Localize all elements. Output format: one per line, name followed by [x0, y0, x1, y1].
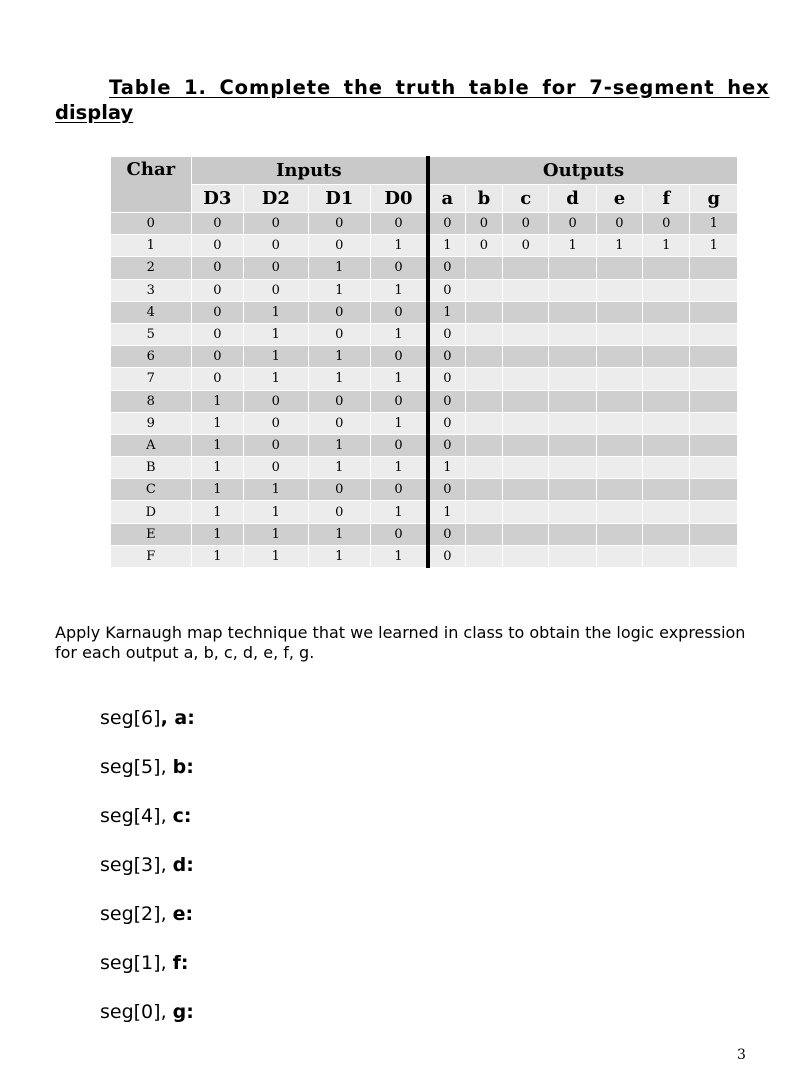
output-cell [465, 545, 502, 567]
output-cell [643, 545, 690, 567]
output-cell [596, 479, 642, 501]
output-cell [596, 501, 642, 523]
title-line-2: display [55, 101, 134, 124]
output-cell: 0 [428, 279, 465, 301]
output-cell [690, 412, 738, 434]
output-cell: 0 [428, 434, 465, 456]
char-cell: 9 [111, 412, 192, 434]
input-cell: 0 [244, 213, 309, 235]
char-cell: 5 [111, 323, 192, 345]
output-cell: 0 [428, 257, 465, 279]
table-row [111, 368, 738, 390]
segment-line [100, 999, 195, 1048]
char-cell: 6 [111, 346, 192, 368]
segment-line [100, 754, 195, 803]
input-cell: 1 [371, 457, 428, 479]
output-cell: 1 [428, 457, 465, 479]
output-cell: 0 [428, 346, 465, 368]
table-row [111, 257, 738, 279]
output-cell [690, 523, 738, 545]
input-cell: 0 [308, 323, 370, 345]
output-cell [643, 368, 690, 390]
output-cell [465, 257, 502, 279]
input-cell: 0 [308, 390, 370, 412]
output-cell [690, 457, 738, 479]
input-cell: 1 [244, 479, 309, 501]
output-cell: 0 [428, 323, 465, 345]
input-cell: 0 [371, 213, 428, 235]
output-cell [549, 501, 596, 523]
output-cell [503, 479, 549, 501]
output-cell [465, 346, 502, 368]
output-cell [690, 279, 738, 301]
output-cell [643, 257, 690, 279]
output-cell [690, 368, 738, 390]
output-cell [503, 301, 549, 323]
output-cell: 1 [549, 235, 596, 257]
column-header-d: d [549, 185, 596, 213]
output-cell [596, 323, 642, 345]
output-cell [596, 390, 642, 412]
input-cell: 1 [308, 457, 370, 479]
output-cell [596, 434, 642, 456]
input-cell: 1 [191, 457, 243, 479]
output-cell [643, 323, 690, 345]
output-cell: 0 [428, 213, 465, 235]
table-row [111, 412, 738, 434]
input-cell: 0 [191, 257, 243, 279]
output-cell [465, 523, 502, 545]
input-cell: 0 [244, 434, 309, 456]
segment-label: g: [172, 1001, 194, 1023]
output-cell [690, 346, 738, 368]
input-cell: 0 [191, 346, 243, 368]
input-cell: 0 [308, 301, 370, 323]
input-cell: 1 [308, 279, 370, 301]
table-row [111, 501, 738, 523]
segment-line [100, 901, 195, 950]
output-cell: 0 [503, 213, 549, 235]
output-cell [465, 279, 502, 301]
input-cell: 1 [308, 434, 370, 456]
input-cell: 1 [191, 545, 243, 567]
output-cell: 0 [503, 235, 549, 257]
output-cell: 1 [643, 235, 690, 257]
input-cell: 1 [371, 368, 428, 390]
input-cell: 0 [371, 301, 428, 323]
table-row [111, 434, 738, 456]
segment-list [100, 705, 195, 1048]
input-cell: 1 [308, 257, 370, 279]
table-row [111, 479, 738, 501]
table-row [111, 390, 738, 412]
input-cell: 0 [191, 213, 243, 235]
table-row [111, 346, 738, 368]
output-cell [643, 412, 690, 434]
output-cell [465, 368, 502, 390]
output-cell [465, 412, 502, 434]
char-cell: 1 [111, 235, 192, 257]
output-cell [690, 301, 738, 323]
output-cell [690, 390, 738, 412]
column-header-b: b [465, 185, 502, 213]
output-cell: 0 [428, 412, 465, 434]
output-cell [596, 545, 642, 567]
output-cell [596, 301, 642, 323]
title-line-1: Table 1. Complete the truth table for 7-segment hex [109, 76, 770, 99]
input-cell: 1 [244, 501, 309, 523]
input-cell: 1 [191, 479, 243, 501]
char-cell: B [111, 457, 192, 479]
output-cell [465, 323, 502, 345]
input-cell: 1 [371, 545, 428, 567]
input-cell: 1 [191, 390, 243, 412]
segment-label: d: [172, 854, 194, 876]
segment-label: c: [172, 805, 192, 827]
output-cell [503, 523, 549, 545]
column-header-d0: D0 [371, 185, 428, 213]
table-row [111, 213, 738, 235]
input-cell: 1 [244, 523, 309, 545]
output-cell [503, 390, 549, 412]
segment-line [100, 950, 195, 999]
char-cell: F [111, 545, 192, 567]
table-row [111, 523, 738, 545]
output-cell [690, 257, 738, 279]
output-cell [643, 501, 690, 523]
char-cell: 3 [111, 279, 192, 301]
table-row [111, 301, 738, 323]
inputs-header: Inputs [191, 157, 428, 185]
output-cell [503, 346, 549, 368]
output-cell [596, 457, 642, 479]
table-row [111, 323, 738, 345]
segment-prefix: seg[1], [100, 952, 173, 974]
output-cell [690, 434, 738, 456]
output-cell [643, 346, 690, 368]
output-cell [596, 346, 642, 368]
input-cell: 1 [308, 346, 370, 368]
column-header-d2: D2 [244, 185, 309, 213]
input-cell: 0 [191, 235, 243, 257]
input-cell: 1 [371, 235, 428, 257]
char-cell: 8 [111, 390, 192, 412]
segment-label: , a: [160, 707, 195, 729]
output-cell [596, 257, 642, 279]
output-cell [690, 501, 738, 523]
input-cell: 1 [191, 501, 243, 523]
output-cell [503, 323, 549, 345]
output-cell [549, 545, 596, 567]
input-cell: 1 [371, 323, 428, 345]
table-row [111, 457, 738, 479]
output-cell [596, 279, 642, 301]
output-cell [549, 346, 596, 368]
output-cell [465, 434, 502, 456]
output-cell [549, 301, 596, 323]
output-cell [643, 523, 690, 545]
input-cell: 0 [308, 479, 370, 501]
input-cell: 1 [308, 523, 370, 545]
segment-line [100, 852, 195, 901]
input-cell: 0 [371, 390, 428, 412]
table-title [55, 75, 791, 125]
output-cell [465, 390, 502, 412]
segment-prefix: seg[2], [100, 903, 173, 925]
output-cell [596, 368, 642, 390]
input-cell: 0 [191, 301, 243, 323]
output-cell [503, 412, 549, 434]
table-row [111, 545, 738, 567]
char-cell: C [111, 479, 192, 501]
column-header-f: f [643, 185, 690, 213]
output-cell [690, 479, 738, 501]
input-cell: 0 [308, 235, 370, 257]
input-cell: 1 [308, 368, 370, 390]
segment-prefix: seg[3], [100, 854, 173, 876]
output-cell: 1 [690, 235, 738, 257]
input-cell: 1 [244, 346, 309, 368]
output-cell [549, 257, 596, 279]
output-cell [465, 301, 502, 323]
segment-prefix: seg[4], [100, 805, 173, 827]
output-cell [503, 257, 549, 279]
output-cell [549, 457, 596, 479]
input-cell: 0 [308, 412, 370, 434]
output-cell [643, 434, 690, 456]
output-cell [643, 457, 690, 479]
output-cell [549, 279, 596, 301]
output-cell [465, 479, 502, 501]
char-cell: E [111, 523, 192, 545]
output-cell: 0 [428, 523, 465, 545]
output-cell: 0 [596, 213, 642, 235]
input-cell: 0 [371, 479, 428, 501]
input-cell: 1 [371, 412, 428, 434]
input-cell: 0 [308, 501, 370, 523]
char-cell: 2 [111, 257, 192, 279]
input-cell: 0 [371, 434, 428, 456]
output-cell [596, 523, 642, 545]
segment-line [100, 803, 195, 852]
segment-prefix: seg[0], [100, 1001, 173, 1023]
output-cell: 1 [428, 235, 465, 257]
input-cell: 1 [308, 545, 370, 567]
char-cell: 0 [111, 213, 192, 235]
page-number: 3 [737, 1047, 746, 1063]
output-cell [465, 457, 502, 479]
input-cell: 0 [244, 235, 309, 257]
segment-line [100, 705, 195, 754]
input-cell: 0 [244, 457, 309, 479]
input-cell: 1 [244, 301, 309, 323]
column-header-g: g [690, 185, 738, 213]
input-cell: 1 [191, 434, 243, 456]
output-cell: 0 [549, 213, 596, 235]
output-cell: 0 [428, 390, 465, 412]
table-row [111, 279, 738, 301]
input-cell: 1 [244, 545, 309, 567]
output-cell [503, 501, 549, 523]
output-cell: 1 [596, 235, 642, 257]
segment-label: e: [172, 903, 194, 925]
input-cell: 0 [371, 346, 428, 368]
output-cell [549, 412, 596, 434]
output-cell: 0 [465, 235, 502, 257]
output-cell [690, 545, 738, 567]
input-cell: 0 [244, 412, 309, 434]
input-cell: 1 [244, 323, 309, 345]
output-cell [503, 368, 549, 390]
output-cell: 0 [428, 479, 465, 501]
output-cell [503, 434, 549, 456]
input-cell: 0 [244, 390, 309, 412]
column-header-e: e [596, 185, 642, 213]
column-header-d3: D3 [191, 185, 243, 213]
input-cell: 0 [244, 257, 309, 279]
input-cell: 1 [191, 523, 243, 545]
column-header-d1: D1 [308, 185, 370, 213]
input-cell: 0 [191, 279, 243, 301]
output-cell: 0 [428, 545, 465, 567]
output-cell: 0 [428, 368, 465, 390]
output-cell [503, 279, 549, 301]
outputs-header: Outputs [428, 157, 738, 185]
output-cell [596, 412, 642, 434]
column-header-c: c [503, 185, 549, 213]
segment-prefix: seg[5], [100, 756, 173, 778]
input-cell: 0 [371, 257, 428, 279]
output-cell [549, 323, 596, 345]
output-cell: 1 [428, 501, 465, 523]
output-cell [465, 501, 502, 523]
segment-label: f: [172, 952, 189, 974]
segment-label: b: [172, 756, 194, 778]
output-cell [643, 479, 690, 501]
char-cell: 7 [111, 368, 192, 390]
char-cell: A [111, 434, 192, 456]
input-cell: 1 [371, 501, 428, 523]
column-header-a: a [428, 185, 465, 213]
char-cell: 4 [111, 301, 192, 323]
output-cell [549, 523, 596, 545]
output-cell [643, 279, 690, 301]
output-cell: 0 [465, 213, 502, 235]
char-header: Char [111, 157, 192, 213]
instructions-text: Apply Karnaugh map technique that we learned in class to obtain the logic expression for each output a, b, c, d, e, f, g. [55, 623, 746, 662]
input-cell: 1 [191, 412, 243, 434]
input-cell: 1 [244, 368, 309, 390]
output-cell [549, 479, 596, 501]
output-cell [690, 323, 738, 345]
table-row [111, 235, 738, 257]
input-cell: 0 [191, 323, 243, 345]
segment-prefix: seg[6] [100, 707, 161, 729]
output-cell: 1 [428, 301, 465, 323]
char-cell: D [111, 501, 192, 523]
truth-table [110, 156, 738, 568]
output-cell [503, 545, 549, 567]
output-cell: 0 [643, 213, 690, 235]
output-cell [549, 434, 596, 456]
output-cell [643, 301, 690, 323]
output-cell [549, 368, 596, 390]
output-cell [643, 390, 690, 412]
input-cell: 0 [308, 213, 370, 235]
output-cell: 1 [690, 213, 738, 235]
output-cell [503, 457, 549, 479]
input-cell: 0 [191, 368, 243, 390]
input-cell: 0 [371, 523, 428, 545]
input-cell: 0 [244, 279, 309, 301]
output-cell [549, 390, 596, 412]
input-cell: 1 [371, 279, 428, 301]
